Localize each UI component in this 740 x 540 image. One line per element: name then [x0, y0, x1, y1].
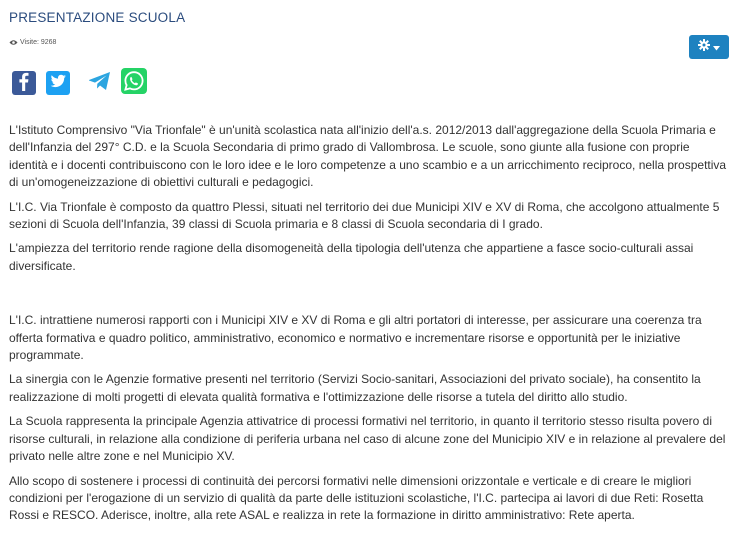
eye-icon [9, 39, 18, 46]
page-title: PRESENTAZIONE SCUOLA [9, 10, 186, 25]
paragraph-intro: L'Istituto Comprensivo "Via Trionfale" è un'unità scolastica nata all'inizio dell'a.s. 2012/2013 dall'aggregazione della Scuola Primaria e dell'Infanzia del 297° C.D. e la Scuola Secondaria di primo grado di Vallombrosa. Le scuole, sono giunte alla fusione con proprie identità e i docenti contribuiscono con le loro idee e le loro competenze a uno scambio e a un arricchimento reciproco, nella prospettiva di un'omogeneizzazione di obiettivi culturali e pedagogici. [9, 123, 727, 190]
paragraph-reti: Allo scopo di sostenere i processi di continuità dei percorsi formativi nelle dimensioni orizzontale e verticale e di creare le migliori condizioni per l'erogazione di un servizio di qualità da parte delle istituzioni scolastiche, l'I.C. partecipa ai lavori di due Reti: Rosetta Rossi e RESCO. Aderisce, inoltre, alla rete ASAL e realizza in rete la formazione in diritto amministrativo: Rete aperta. [9, 473, 704, 523]
facebook-share-button[interactable] [12, 71, 36, 95]
whatsapp-icon [121, 68, 147, 99]
telegram-icon [87, 69, 113, 98]
twitter-icon [46, 69, 70, 98]
whatsapp-share-button[interactable] [122, 71, 146, 95]
facebook-icon [12, 69, 36, 98]
caret-down-icon [713, 38, 720, 56]
gear-icon [698, 38, 710, 56]
paragraph-plessi: L'I.C. Via Trionfale è composto da quattro Plessi, situati nel territorio dei due Municipi XIV e XV di Roma, che accolgono attualmente 5 sezioni di Scuola dell'Infanzia, 39 classi di Scuola primaria e 8 classi di Scuola secondaria di I grado. [9, 199, 720, 232]
presentation-body [9, 122, 731, 532]
twitter-share-button[interactable] [46, 71, 70, 95]
spacer [9, 282, 731, 312]
paragraph-agenzia: La Scuola rappresenta la principale Agenzia attivatrice di processi formativi nel territorio, in quanto il territorio stesso risulta povero di risorse culturali, in relazione alla condizione di periferia urbana nel caso di alcune zone del Municipio XIV e in relazione al prevalere del privato nelle altre zone e nel Municipio XV. [9, 414, 726, 464]
visit-counter [9, 39, 56, 46]
paragraph-sinergia: La sinergia con le Agenzie formative presenti nel territorio (Servizi Socio-sanitari, Associazioni del privato sociale), ha consentito la realizzazione di molti progetti di elevata qualità formativa e l'ottimizzazione delle risorse a tutela del diritto allo studio. [9, 372, 701, 404]
paragraph-rapporti: L'I.C. intrattiene numerosi rapporti con i Municipi XIV e XV di Roma e gli altri portatori di interesse, per assicurare una coerenza tra offerta formativa e quadro politico, amministrativo, economico e normativo e incrementare risorse e opportunità per le iniziative programmate. [9, 313, 702, 363]
paragraph-territorio: L'ampiezza del territorio rende ragione della disomogeneità della tipologia dell'utenza che appartiene a fasce socio-culturali assai diversificate. [9, 241, 694, 273]
visit-count-text: Visite: 9268 [20, 39, 57, 46]
tools-dropdown-button[interactable] [689, 35, 729, 59]
telegram-share-button[interactable] [88, 71, 112, 95]
